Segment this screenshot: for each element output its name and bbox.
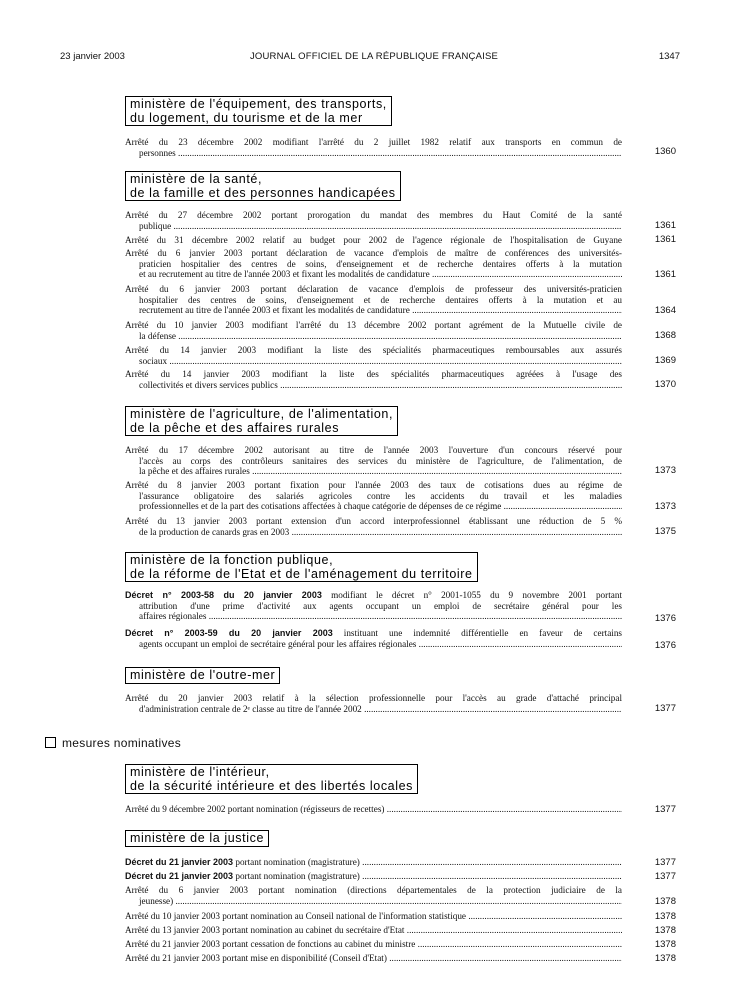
entry-page-number: 1373 xyxy=(654,501,676,512)
entry-page-number: 1369 xyxy=(654,355,676,366)
toc-entry[interactable]: Arrêté du 14 janvier 2003 modifiant la liste des spécialités pharmaceutiques agréées à l'usage des collectivités et divers services publics ..... xyxy=(125,369,622,390)
header-page-number: 1347 xyxy=(658,51,680,62)
toc-entry[interactable]: Arrêté du 31 décembre 2002 relatif au budget pour 2002 de l'agence régionale de l'hospitalisation de Guyane xyxy=(125,235,622,245)
toc-entry[interactable]: Décret n° 2003-59 du 20 janvier 2003 instituant une indemnité différentielle en faveur de certains agents occupant un emploi de secrétaire général pour les affaires régionales ..... xyxy=(125,628,622,649)
toc-entry[interactable]: Arrêté du 8 janvier 2003 portant fixation pour l'année 2003 des taux de cotisations dues au régime de l'assurance obligatoire des salariés agricoles contre les accidents du travail et les maladies professionnelles et de la part des cotisations affectées à chaque catégorie de dépenses de ce régime ..... xyxy=(125,480,622,512)
entry-page-number: 1364 xyxy=(654,305,676,316)
entry-page-number: 1378 xyxy=(654,911,676,922)
entry-page-number: 1377 xyxy=(654,857,676,868)
toc-entry[interactable]: Arrêté du 21 janvier 2003 portant mise en disponibilité (Conseil d'Etat) ..... xyxy=(125,953,622,964)
toc-entry[interactable]: Arrêté du 21 janvier 2003 portant cessation de fonctions au cabinet du ministre ..... xyxy=(125,939,622,950)
subsection-mesures-nominatives: mesures nominatives xyxy=(45,736,181,750)
section-heading-sante: ministère de la santé, de la famille et des personnes handicapées xyxy=(125,171,401,201)
entry-page-number: 1361 xyxy=(654,269,676,280)
entry-page-number: 1378 xyxy=(654,896,676,907)
entry-page-number: 1375 xyxy=(654,526,676,537)
entry-page-number: 1370 xyxy=(654,379,676,390)
section-heading-agriculture: ministère de l'agriculture, de l'alimentation, de la pêche et des affaires rurales xyxy=(125,406,398,436)
toc-entry[interactable]: Décret du 21 janvier 2003 portant nomination (magistrature) ..... xyxy=(125,857,622,868)
toc-entry[interactable]: Arrêté du 10 janvier 2003 modifiant l'arrêté du 13 décembre 2002 portant agrément de la Mutuelle civile de la défense ..... xyxy=(125,320,622,341)
entry-page-number: 1373 xyxy=(654,465,676,476)
entry-page-number: 1378 xyxy=(654,925,676,936)
section-heading-interieur: ministère de l'intérieur, de la sécurité intérieure et des libertés locales xyxy=(125,764,418,794)
toc-entry[interactable]: Arrêté du 9 décembre 2002 portant nomination (régisseurs de recettes) ..... xyxy=(125,804,622,815)
section-heading-fonction-publique: ministère de la fonction publique, de la réforme de l'Etat et de l'aménagement du territoire xyxy=(125,552,478,582)
header-date: 23 janvier 2003 xyxy=(60,51,125,62)
entry-page-number: 1360 xyxy=(654,146,676,157)
toc-entry[interactable]: Arrêté du 10 janvier 2003 portant nomination au Conseil national de l'information statistique ..... xyxy=(125,911,622,922)
toc-entry[interactable]: Arrêté du 17 décembre 2002 autorisant au titre de l'année 2003 l'ouverture d'un concours réservé pour l'accès au corps des contrôleurs sanitaires des services du ministère de l'agriculture, de l'alimentation, de la pêche et des affaires rurales ..... xyxy=(125,445,622,477)
entry-page-number: 1377 xyxy=(654,871,676,882)
toc-entry[interactable]: Décret du 21 janvier 2003 portant nomination (magistrature) ..... xyxy=(125,871,622,882)
toc-entry[interactable]: Arrêté du 23 décembre 2002 modifiant l'arrêté du 2 juillet 1982 relatif aux transports en commun de personnes ..... xyxy=(125,137,622,158)
checkbox-square-icon xyxy=(45,737,56,748)
entry-page-number: 1378 xyxy=(654,939,676,950)
entry-page-number: 1377 xyxy=(654,703,676,714)
entry-page-number: 1376 xyxy=(654,613,676,624)
toc-entry[interactable]: Arrêté du 27 décembre 2002 portant prorogation du mandat des membres du Haut Comité de la santé publique ..... xyxy=(125,210,622,231)
entry-page-number: 1377 xyxy=(654,804,676,815)
section-heading-justice: ministère de la justice xyxy=(125,830,269,847)
toc-entry[interactable]: Arrêté du 13 janvier 2003 portant nomination au cabinet du secrétaire d'Etat ..... xyxy=(125,925,622,936)
section-heading-outre-mer: ministère de l'outre-mer xyxy=(125,667,280,684)
entry-page-number: 1361 xyxy=(654,234,676,245)
toc-entry[interactable]: Arrêté du 6 janvier 2003 portant déclaration de vacance d'emplois de maître de conférences des universités- praticien hospitalier des centres de soins, d'enseignement et de recherche dentaires offerts à la mutation et au recrutement au titre de l'année 2003 et fixant les modalités de candidature ..... xyxy=(125,248,622,280)
toc-entry[interactable]: Arrêté du 6 janvier 2003 portant nomination (directions départementales de la protection judiciaire de la jeunesse) ..... xyxy=(125,885,622,906)
entry-page-number: 1368 xyxy=(654,330,676,341)
toc-entry[interactable]: Arrêté du 20 janvier 2003 relatif à la sélection professionnelle pour l'accès au grade d'attaché principal d'administration centrale de 2ᵉ classe au titre de l'année 2002 ..... xyxy=(125,693,622,714)
entry-page-number: 1378 xyxy=(654,953,676,964)
header-title: JOURNAL OFFICIEL DE LA RÉPUBLIQUE FRANÇAISE xyxy=(249,51,499,62)
toc-entry[interactable]: Arrêté du 14 janvier 2003 modifiant la liste des spécialités pharmaceutiques remboursables aux assurés sociaux ..... xyxy=(125,345,622,366)
toc-entry[interactable]: Arrêté du 6 janvier 2003 portant déclaration de vacance d'emplois de professeur des universités-praticien hospitalier des centres de soins, d'enseignement et de recherche dentaires offerts à la mutation et au recrutement au titre de l'année 2003 et fixant les modalités de candidature ..... xyxy=(125,284,622,316)
entry-page-number: 1376 xyxy=(654,640,676,651)
section-heading-equipement: ministère de l'équipement, des transports, du logement, du tourisme et de la mer xyxy=(125,96,392,126)
toc-entry[interactable]: Décret n° 2003-58 du 20 janvier 2003 modifiant le décret n° 2001-1055 du 9 novembre 2001 portant attribution d'une prime d'activité aux agents occupant un emploi de secrétaire général pour les affaires régionales ..... xyxy=(125,590,622,622)
toc-entry[interactable]: Arrêté du 13 janvier 2003 portant extension d'un accord interprofessionnel établissant une réduction de 5 % de la production de canards gras en 2003 ..... xyxy=(125,516,622,537)
entry-page-number: 1361 xyxy=(654,220,676,231)
